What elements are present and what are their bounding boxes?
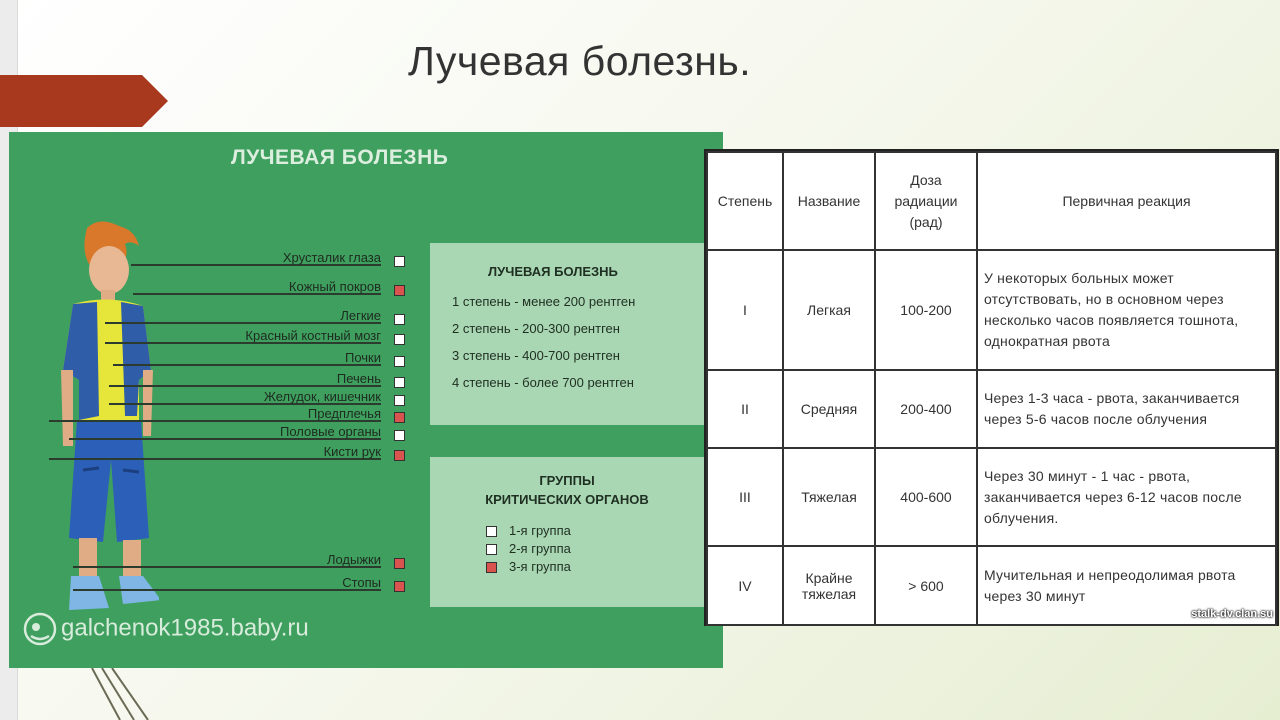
- header-degree: Степень: [707, 152, 783, 250]
- organ-row: [9, 446, 409, 466]
- panel-title: ЛУЧЕВАЯ БОЛЕЗНЬ: [231, 146, 449, 169]
- cell-name: Легкая: [783, 250, 875, 370]
- organ-label: Кисти рук: [323, 444, 381, 459]
- cell-reaction: У некоторых больных может отсутствовать, но в основном через несколько часов появляется тошнота, однократная рвота: [977, 250, 1276, 370]
- header-dose: Доза радиации (рад): [875, 152, 977, 250]
- group-marker: [394, 314, 405, 325]
- group-legend-item: 2-я группа: [486, 541, 571, 556]
- disease-degrees-box: [430, 243, 704, 425]
- table-row: [707, 250, 1276, 370]
- organ-row: [9, 577, 409, 597]
- groups-box-title: ГРУППЫ КРИТИЧЕСКИХ ОРГАНОВ: [485, 473, 649, 507]
- cell-reaction: Через 30 минут - 1 час - рвота, заканчивается через 6-12 часов после облучения.: [977, 448, 1276, 546]
- disease-box-title: ЛУЧЕВАЯ БОЛЕЗНЬ: [488, 264, 618, 279]
- organ-row: [9, 426, 409, 446]
- radiation-sickness-table: [704, 149, 1279, 626]
- group-marker: [486, 544, 497, 555]
- table-row: [707, 370, 1276, 448]
- group-marker: [394, 430, 405, 441]
- table-watermark: stalk-dv.clan.su: [1191, 608, 1273, 620]
- critical-organs-image: [9, 132, 723, 668]
- slide-title: Лучевая болезнь.: [408, 38, 752, 84]
- organ-label: Половые органы: [279, 424, 381, 439]
- cell-name: Средняя: [783, 370, 875, 448]
- group-marker: [394, 377, 405, 388]
- cell-dose: > 600: [875, 546, 977, 625]
- group-marker: [394, 581, 405, 592]
- group-marker: [394, 450, 405, 461]
- group-marker: [394, 256, 405, 267]
- cell-name: Тяжелая: [783, 448, 875, 546]
- group-marker: [394, 356, 405, 367]
- header-reaction: Первичная реакция: [977, 152, 1276, 250]
- cell-degree: III: [707, 448, 783, 546]
- organ-row: [9, 252, 409, 272]
- organ-label: Легкие: [340, 308, 381, 323]
- degree-line: 3 степень - 400-700 рентген: [452, 348, 620, 363]
- cell-reaction: Мучительная и непреодолимая рвота через 30 минут: [977, 546, 1276, 625]
- organ-label: Лодыжки: [326, 552, 381, 567]
- organ-row: [9, 281, 409, 301]
- degree-line: 4 степень - более 700 рентген: [452, 375, 634, 390]
- group-legend-item: 3-я группа: [486, 559, 571, 574]
- group-marker: [394, 395, 405, 406]
- watermark-logo-icon: [23, 612, 57, 646]
- decorative-lines: [90, 668, 170, 720]
- organ-label: Желудок, кишечник: [263, 389, 381, 404]
- organ-label: Кожный покров: [288, 279, 381, 294]
- group-marker: [394, 412, 405, 423]
- organ-label: Красный костный мозг: [245, 328, 381, 343]
- group-marker: [394, 558, 405, 569]
- degree-line: 1 степень - менее 200 рентген: [452, 294, 636, 309]
- header-name: Название: [783, 152, 875, 250]
- organ-label: Предплечья: [307, 406, 381, 421]
- critical-organ-groups-box: [430, 457, 704, 607]
- organ-row: [9, 554, 409, 574]
- cell-name: Крайне тяжелая: [783, 546, 875, 625]
- organ-label: Почки: [344, 350, 381, 365]
- cell-reaction: Через 1-3 часа - рвота, заканчивается через 5-6 часов после облучения: [977, 370, 1276, 448]
- organ-row: [9, 352, 409, 372]
- table-row: [707, 448, 1276, 546]
- group-marker: [394, 334, 405, 345]
- group-marker: [486, 526, 497, 537]
- organ-row: [9, 330, 409, 350]
- cell-degree: IV: [707, 546, 783, 625]
- cell-dose: 400-600: [875, 448, 977, 546]
- cell-degree: I: [707, 250, 783, 370]
- image-watermark: galchenok1985.baby.ru: [23, 612, 309, 646]
- organ-row: [9, 310, 409, 330]
- cell-dose: 100-200: [875, 250, 977, 370]
- organ-label: Печень: [336, 371, 381, 386]
- cell-dose: 200-400: [875, 370, 977, 448]
- accent-arrow-band: [0, 75, 168, 127]
- organ-label: Стопы: [342, 575, 381, 590]
- cell-degree: II: [707, 370, 783, 448]
- degree-line: 2 степень - 200-300 рентген: [452, 321, 620, 336]
- organ-label: Хрусталик глаза: [282, 250, 381, 265]
- group-marker: [394, 285, 405, 296]
- group-legend-item: 1-я группа: [486, 523, 571, 538]
- group-marker: [486, 562, 497, 573]
